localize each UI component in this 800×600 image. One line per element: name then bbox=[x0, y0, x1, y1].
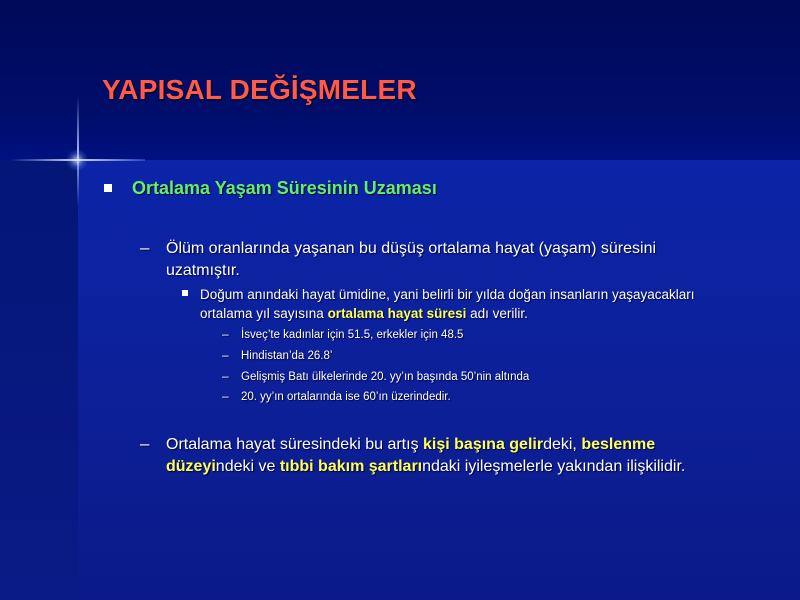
factors-part: ndaki iyileşmelerle yakından ilişkilidir. bbox=[422, 458, 686, 475]
factor-income-highlight: kişi başına gelir bbox=[423, 436, 544, 453]
factors-text bbox=[166, 434, 706, 478]
factors-part: ndeki ve bbox=[215, 458, 280, 475]
dash-bullet-icon: – bbox=[222, 327, 229, 341]
decorative-light-flare bbox=[66, 150, 88, 170]
dash-bullet-icon: – bbox=[140, 238, 150, 257]
factors-part: deki, bbox=[543, 436, 582, 453]
dash-bullet-icon: – bbox=[222, 348, 229, 362]
detail-text: İsveç’te kadınlar için 51.5, erkekler için 48.5 bbox=[241, 329, 464, 341]
detail-text: Hindistan’da 26.8’ bbox=[241, 350, 333, 362]
definition-highlight: ortalama hayat süresi bbox=[327, 306, 467, 321]
square-bullet-icon bbox=[104, 184, 112, 192]
square-bullet-icon bbox=[182, 290, 188, 296]
slide-left-band bbox=[0, 160, 78, 600]
dash-bullet-icon: – bbox=[140, 434, 150, 453]
definition-text-after: adı verilir. bbox=[466, 306, 528, 321]
factor-medical-care-highlight: tıbbi bakım şartları bbox=[279, 458, 423, 475]
dash-bullet-icon: – bbox=[222, 389, 229, 403]
detail-text: 20. yy’ın ortalarında ise 60’ın üzerindedir. bbox=[241, 391, 451, 403]
factor-nutrition-highlight: beslenme düzeyi bbox=[166, 436, 656, 475]
detail-text: Gelişmiş Batı ülkelerinde 20. yy’ın başında 50’nin altında bbox=[241, 371, 530, 383]
definition-text-before: Doğum anındaki hayat ümidine, yani belirli bir yılda doğan insanların yaşayacakları ortalama yıl sayısına bbox=[200, 287, 695, 321]
heading-text: Ortalama Yaşam Süresinin Uzaması bbox=[132, 178, 437, 198]
slide-title: YAPISAL DEĞİŞMELER bbox=[102, 74, 417, 105]
factors-part: Ortalama hayat süresindeki bu artış bbox=[166, 436, 424, 453]
definition-text bbox=[200, 285, 740, 323]
point-mortality-text: Ölüm oranlarında yaşanan bu düşüş ortalama hayat (yaşam) süresini uzatmıştır. bbox=[166, 240, 657, 279]
dash-bullet-icon: – bbox=[222, 369, 229, 383]
